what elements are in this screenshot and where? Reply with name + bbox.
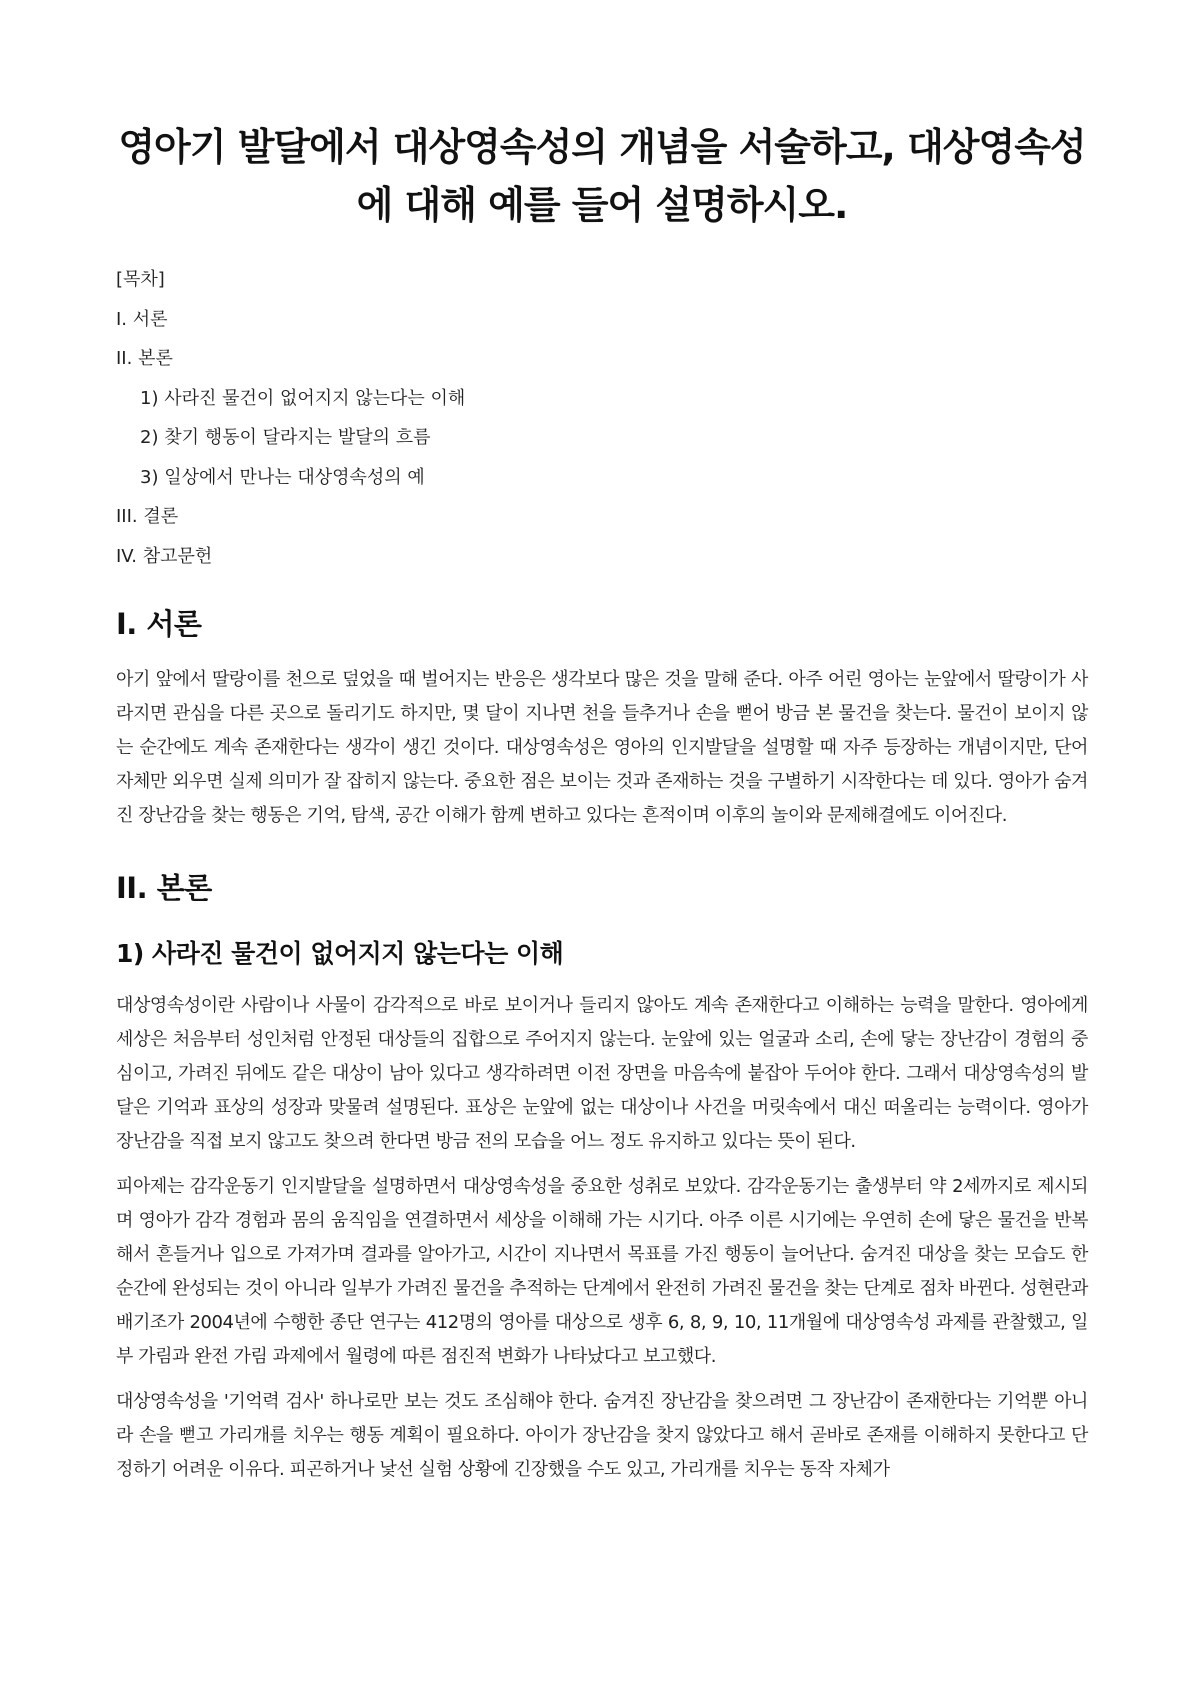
toc-list: [116, 308, 1088, 569]
toc-item: II. 본론: [116, 348, 173, 369]
paragraph: 피아제는 감각운동기 인지발달을 설명하면서 대상영속성을 중요한 성취로 보았다. 감각운동기는 출생부터 약 2세까지로 제시되며 영아가 감각 경험과 몸의 움직임을 연결하면서 세상을 이해해 가는 시기다. 아주 이른 시기에는 우연히 손에 닿은 물건을 반복해서 흔들거나 입으로 가져가며 결과를 알아가고, 시간이 지나면서 목표를 가진 행동이 늘어난다. 숨겨진 대상을 찾는 모습도 한순간에 완성되는 것이 아니라 일부가 가려진 물건을 추적하는 단계에서 완전히 가려진 물건을 찾는 단계로 점차 바뀐다. 성현란과 배기조가 2004년에 수행한 종단 연구는 412명의 영아를 대상으로 생후 6, 8, 9, 10, 11개월에 대상영속성 과제를 관찰했고, 일부 가림과 완전 가림 과제에서 월령에 따른 점진적 변화가 나타났다고 보고했다.: [116, 1175, 1088, 1367]
body-section: [116, 869, 1088, 1487]
toc-subitem: 1) 사라진 물건이 없어지지 않는다는 이해: [140, 387, 466, 409]
paragraph: 아기 앞에서 딸랑이를 천으로 덮었을 때 벌어지는 반응은 생각보다 많은 것을 말해 준다. 아주 어린 영아는 눈앞에서 딸랑이가 사라지면 관심을 다른 곳으로 돌리기도 하지만, 몇 달이 지나면 천을 들추거나 손을 뻗어 방금 본 물건을 찾는다. 물건이 보이지 않는 순간에도 계속 존재한다는 생각이 생긴 것이다. 대상영속성은 영아의 인지발달을 설명할 때 자주 등장하는 개념이지만, 단어 자체만 외우면 실제 의미가 잘 잡히지 않는다. 중요한 점은 보이는 것과 존재하는 것을 구별하기 시작한다는 데 있다. 영아가 숨겨진 장난감을 찾는 행동은 기억, 탐색, 공간 이해가 함께 변하고 있다는 흔적이며 이후의 놀이와 문제해결에도 이어진다.: [116, 668, 1088, 826]
toc-item: I. 서론: [116, 308, 168, 330]
section-heading: II. 본론: [116, 870, 212, 905]
toc-subitem: 3) 일상에서 만나는 대상영속성의 예: [140, 466, 425, 488]
toc-item: IV. 참고문헌: [116, 545, 213, 567]
document-title: 영아기 발달에서 대상영속성의 개념을 서술하고, 대상영속성에 대해 예를 들어 설명하시오.: [118, 125, 1086, 227]
toc-subitem: 2) 찾기 행동이 달라지는 발달의 흐름: [140, 427, 431, 448]
paragraph: 대상영속성이란 사람이나 사물이 감각적으로 바로 보이거나 들리지 않아도 계속 존재한다고 이해하는 능력을 말한다. 영아에게 세상은 처음부터 성인처럼 안정된 대상들의 집합으로 주어지지 않는다. 눈앞에 있는 얼굴과 소리, 손에 닿는 장난감이 경험의 중심이고, 가려진 뒤에도 같은 대상이 남아 있다고 생각하려면 이전 장면을 마음속에 붙잡아 두어야 한다. 그래서 대상영속성의 발달은 기억과 표상의 성장과 맞물려 설명된다. 표상은 눈앞에 없는 대상이나 사건을 머릿속에서 대신 떠올리는 능력이다. 영아가 장난감을 직접 보지 않고도 찾으려 한다면 방금 전의 모습을 어느 정도 유지하고 있다는 뜻이 된다.: [116, 994, 1088, 1152]
intro-section: [116, 605, 1088, 833]
section-heading: I. 서론: [116, 606, 202, 641]
toc-heading: [목차]: [116, 269, 165, 290]
toc-item: III. 결론: [116, 506, 179, 527]
table-of-contents: [116, 268, 1088, 569]
paragraph: 대상영속성을 '기억력 검사' 하나로만 보는 것도 조심해야 한다. 숨겨진 장난감을 찾으려면 그 장난감이 존재한다는 기억뿐 아니라 손을 뻗고 가리개를 치우는 행동 계획이 필요하다. 아이가 장난감을 찾지 않았다고 해서 곧바로 존재를 이해하지 못한다고 단정하기 어려운 이유다. 피곤하거나 낯선 실험 상황에 긴장했을 수도 있고, 가리개를 치우는 동작 자체가: [116, 1390, 1088, 1480]
subsection-heading: 1) 사라진 물건이 없어지지 않는다는 이해: [116, 938, 564, 968]
